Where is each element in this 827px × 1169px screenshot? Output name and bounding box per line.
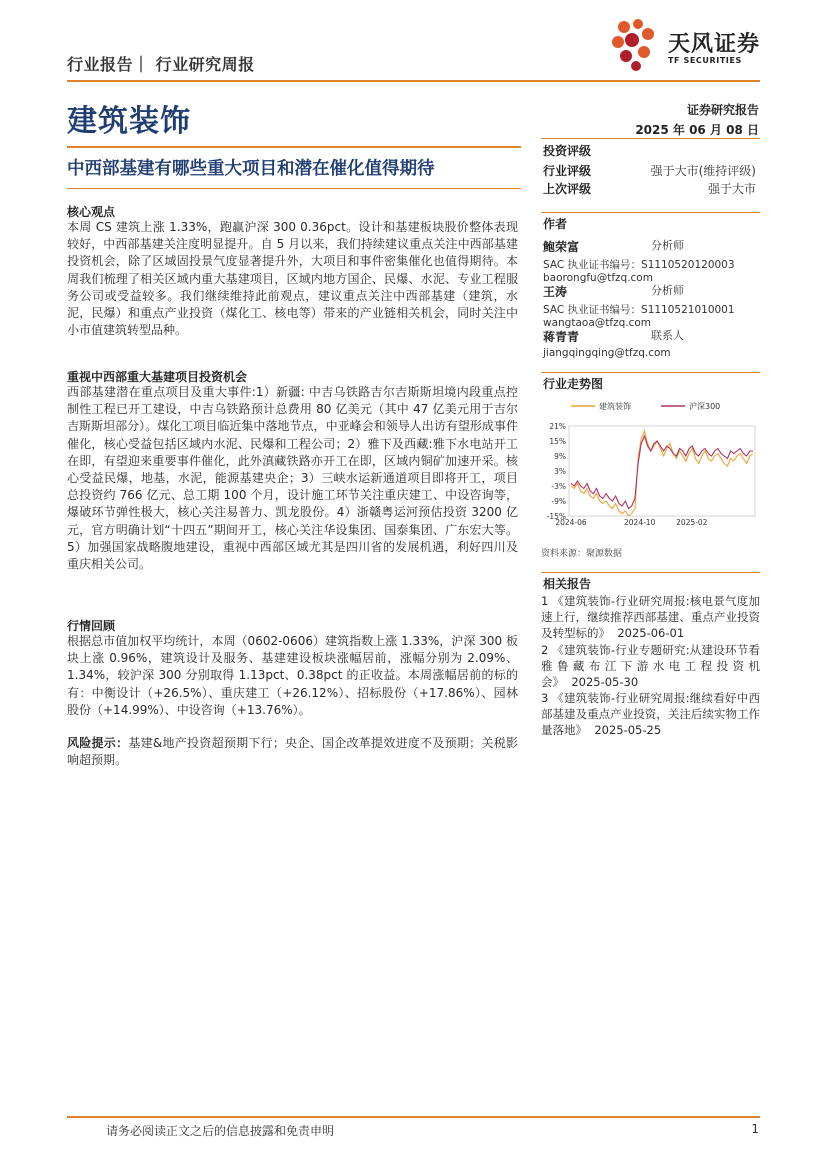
author-name: 鲍荣富 — [543, 240, 580, 254]
risk-label: 风险提示： — [67, 736, 129, 750]
y-tick-label: -9% — [551, 497, 566, 506]
author-email[interactable]: baorongfu@tfzq.com — [543, 272, 653, 284]
plot-frame — [569, 426, 755, 516]
author-1 — [543, 236, 756, 284]
rating-heading: 投资评级 — [543, 144, 592, 158]
author-email[interactable]: wangtaoa@tfzq.com — [543, 317, 652, 329]
prev-rating-label: 上次评级 — [543, 182, 592, 196]
y-tick-label: 21% — [549, 422, 566, 431]
rating-rule — [541, 138, 760, 139]
page-number: 1 — [751, 1122, 759, 1136]
report-kind: 证券研究报告 — [686, 103, 759, 117]
x-tick-label: 2025-02 — [676, 518, 708, 527]
legend-label: 沪深300 — [689, 402, 721, 411]
related-report-3[interactable] — [541, 691, 760, 738]
projects-text: 西部基建潜在重点项目及重大事件:1）新疆: 中吉乌铁路吉尔吉斯斯坦境内段重点控制性工程已开工建设，中吉乌铁路预计总费用 80 亿美元（其中 47 亿美元用于吉尔吉斯斯坦部分）。煤化工项目临近集中落地节点，中亚峰会和领导人出访有望形成事件催化，核心受益包括区域内水泥、民爆和工程公司；2）雅下及西藏:雅下水电站开工在即，有望迎来重要事件催化，此外滇藏铁路亦开工在即，区域内铜矿加速开采。核心受益民爆，地基，水泥，能源基建央企；3）三峡水运新通道项目即将开工，项目总投资约 766 亿元、总工期 100 个月，设计施工环节关注重庆建工、中设咨询等，爆破环节弹性极大，核心关注易普力、凯龙股份。4）浙赣粤运河预估投资 3200 亿元，官方明确计划“十四五”期间开工，核心关注华设集团、国泰集团、广东宏大等。5）加强国家战略腹地建设，重视中西部区域尤其是四川省的发展机遇，利好四川及重庆相关公司。 — [67, 385, 518, 572]
y-tick-label: -3% — [551, 482, 566, 491]
legend-label: 建筑装饰 — [599, 402, 631, 411]
rating-label: 行业评级 — [543, 164, 592, 178]
author-role: 联系人 — [651, 329, 684, 342]
related-report-title: 2 《建筑装饰-行业专题研究:从建设环节看雅鲁藏布江下游水电工程投资机会》 — [541, 643, 760, 689]
footer-disclaimer: 请务必阅读正文之后的信息披露和免责申明 — [106, 1124, 335, 1138]
projects-heading: 重视中西部重大基建项目投资机会 — [67, 370, 248, 384]
related-report-title: 1 《建筑装饰-行业研究周报:核电景气度加速上行，继续推荐西部基建、重点产业投资及转型标的》 — [541, 594, 760, 640]
market-text: 根据总市值加权平均统计，本周（0602-0606）建筑指数上涨 1.33%，沪深 300 板块上涨 0.96%，建筑设计及服务、基建建设板块涨幅居前，涨幅分别为 2.09%、1.34%，较沪深 300 分别取得 1.13pct、0.38pct 的正收益。本周涨幅居前的标的有：中衡设计（+26.5%）、重庆建工（+26.12%）、招标股份（+17.86%）、园林股份（+14.99%）、中设咨询（+13.76%）。 — [67, 634, 518, 717]
author-cert: SAC 执业证书编号：S1110520120003 — [543, 259, 735, 271]
logo-mark-icon — [612, 19, 654, 71]
title-rule-bottom — [67, 188, 521, 189]
related-report-1[interactable] — [541, 594, 760, 641]
risk-text: 基建&地产投资超预期下行；央企、国企改革提效进度不及预期；关税影响超预期。 — [67, 736, 518, 768]
authors-heading: 作者 — [543, 217, 568, 231]
y-tick-label: 15% — [549, 437, 566, 446]
y-tick-label: 9% — [554, 452, 566, 461]
related-report-date: 2025-05-25 — [594, 722, 662, 737]
related-heading: 相关报告 — [543, 577, 592, 591]
y-tick-label: -15% — [546, 512, 566, 521]
header-rule — [67, 80, 760, 82]
trend-rule — [541, 372, 760, 373]
risk-block — [67, 735, 518, 769]
related-report-date: 2025-06-01 — [617, 625, 685, 640]
report-title: 中西部基建有哪些重大项目和潜在催化值得期待 — [67, 159, 435, 179]
authors-rule — [541, 212, 760, 213]
author-3 — [543, 326, 756, 359]
y-tick-label: 3% — [554, 467, 566, 476]
core-heading: 核心观点 — [67, 205, 116, 219]
related-report-2[interactable] — [541, 643, 760, 690]
author-name: 王涛 — [543, 285, 568, 299]
author-name: 蒋青青 — [543, 330, 580, 344]
chart-source: 资料来源：聚源数据 — [541, 549, 623, 559]
author-cert: SAC 执业证书编号：S1110521010001 — [543, 304, 735, 316]
rating-value: 强于大市(维持评级) — [650, 164, 756, 178]
author-2 — [543, 281, 756, 329]
author-email[interactable]: jiangqingqing@tfzq.com — [543, 347, 671, 359]
core-text: 本周 CS 建筑上涨 1.33%，跑赢沪深 300 0.36pct。设计和基建板块股价整体表现较好，中西部基建关注度明显提升。自 5 月以来，我们持续建议重点关注中西部基建投资机会，除了区域固投景气度显著提升外，大项目和事件密集催化也值得期待。本周我们梳理了相关区域内重大基建项目，区域内地方国企、民爆、水泥、专业工程服务公司或受益较多。我们继续维持此前观点，建议重点关注中西部基建（建筑，水泥，民爆）和重点产业投资（煤化工、核电等）带来的产业链相关机会，同时关注中小市值建筑转型品种。 — [67, 220, 518, 338]
footer-rule — [67, 1116, 760, 1118]
x-tick-label: 2024-10 — [624, 518, 656, 527]
author-role: 分析师 — [651, 284, 684, 297]
prev-rating-row — [543, 180, 756, 197]
related-rule — [541, 572, 760, 573]
related-report-title: 3 《建筑装饰-行业研究周报:继续看好中西部基建及重点产业投资，关注后续实物工作量落地》 — [541, 691, 760, 737]
report-date: 2025 年 06 月 08 日 — [635, 123, 759, 137]
logo-text-cn: 天风证券 — [668, 32, 761, 57]
report-type: 行业报告｜ 行业研究周报 — [67, 55, 255, 74]
x-tick-label: 2024-06 — [555, 518, 587, 527]
series-line-0 — [571, 431, 753, 516]
industry-title: 建筑装饰 — [67, 104, 191, 139]
title-rule-top — [67, 146, 521, 148]
author-role: 分析师 — [651, 239, 684, 252]
market-heading: 行情回顾 — [67, 619, 116, 633]
rating-row — [543, 162, 756, 179]
logo-text-en: TF SECURITIES — [668, 56, 742, 65]
prev-rating-value: 强于大市 — [707, 182, 756, 196]
related-report-date: 2025-05-30 — [571, 674, 639, 689]
trend-heading: 行业走势图 — [543, 377, 604, 391]
industry-trend-chart — [541, 396, 760, 536]
